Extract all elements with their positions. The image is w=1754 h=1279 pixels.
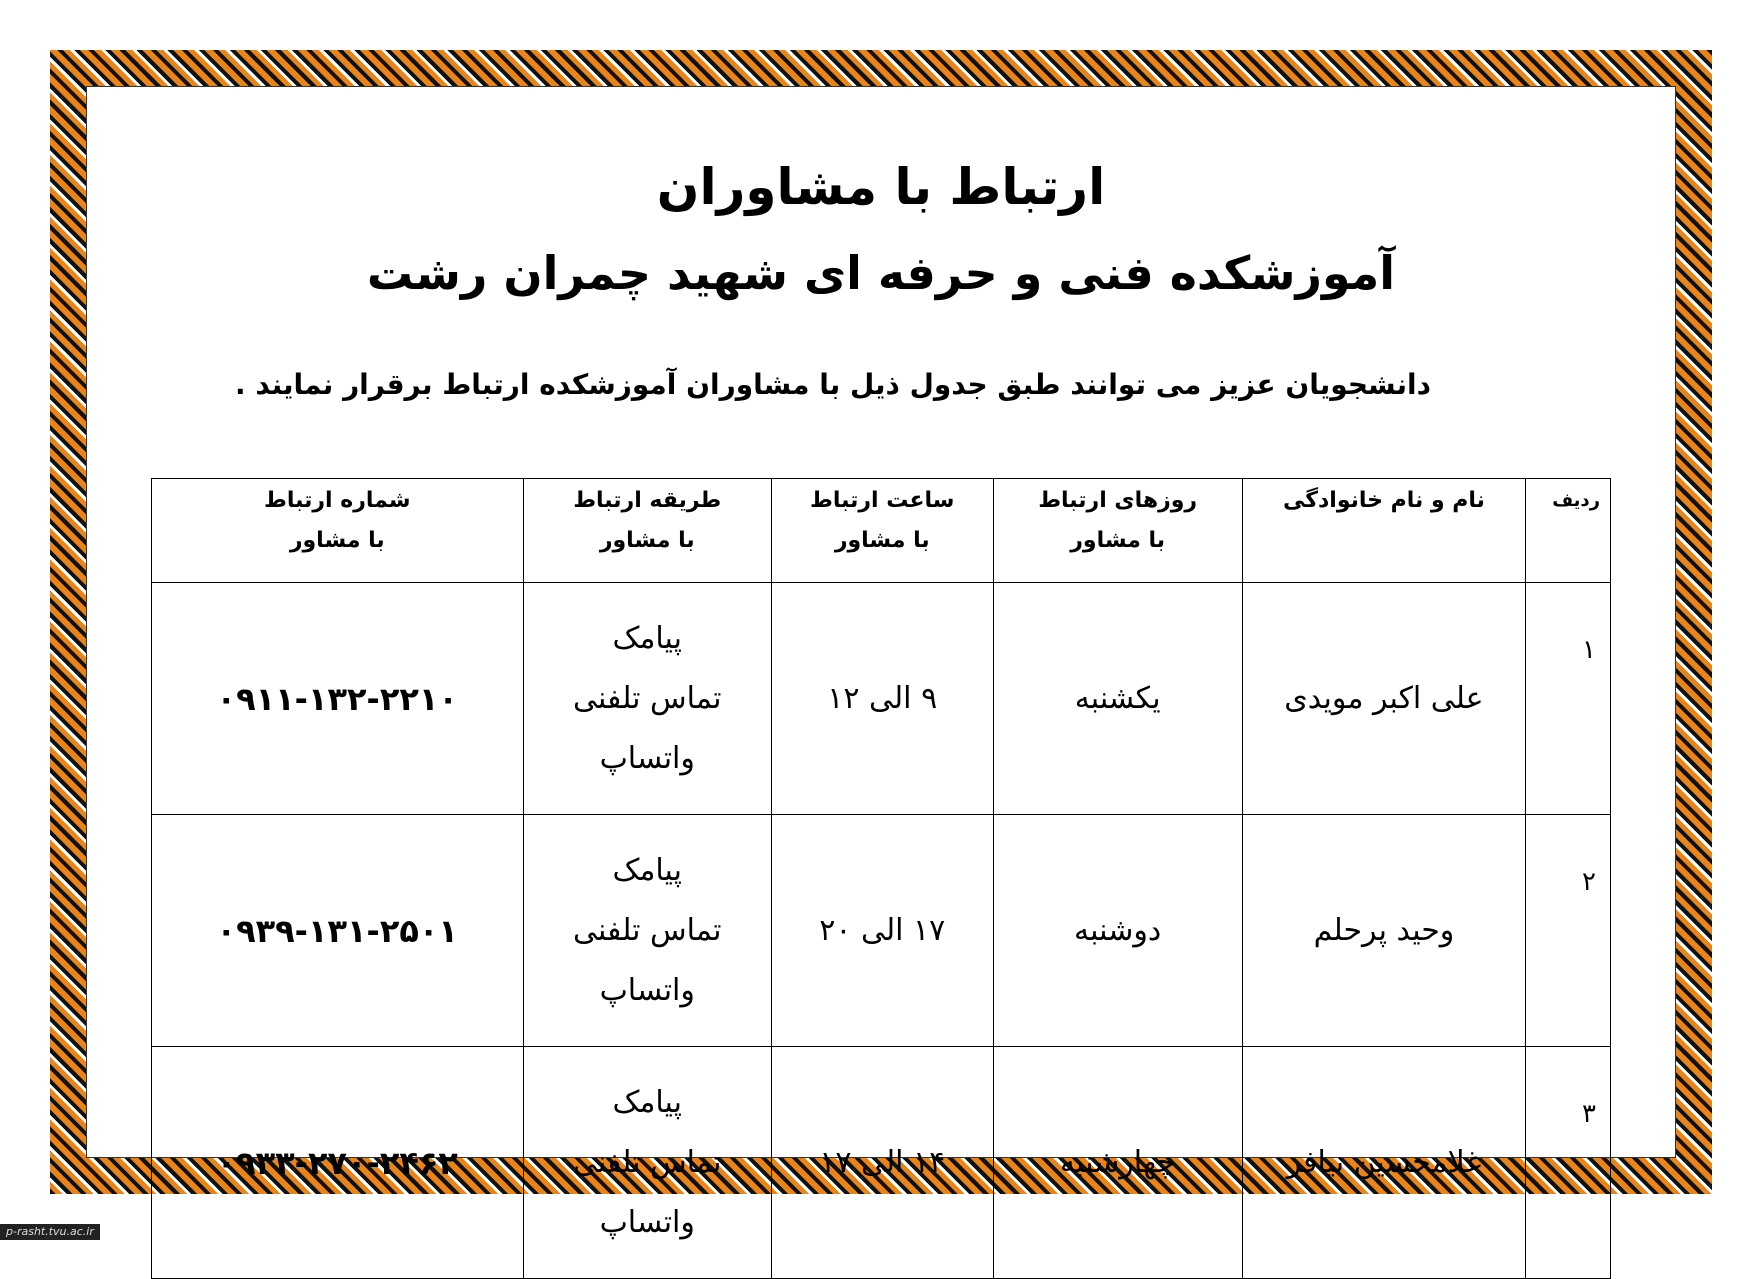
contact-hours: ۹ الی ۱۲ <box>771 583 993 815</box>
document-content <box>86 86 1676 1240</box>
header-days-line2: با مشاور <box>1070 528 1166 553</box>
header-name: نام و نام خانوادگی <box>1242 479 1525 583</box>
contact-day: دوشنبه <box>993 815 1242 1047</box>
header-phone-line1: شماره ارتباط <box>263 488 411 513</box>
header-hours <box>771 479 993 583</box>
header-hours-line1: ساعت ارتباط <box>810 488 955 513</box>
method-phone-call: تماس تلفنی <box>572 1144 722 1180</box>
contact-day: چهارشنبه <box>993 1047 1242 1279</box>
table-row <box>152 815 1611 1047</box>
advisor-name: وحید پرحلم <box>1242 815 1525 1047</box>
row-number: ۳ <box>1526 1047 1611 1279</box>
phone-number-cell <box>152 815 524 1047</box>
method-phone-call: تماس تلفنی <box>572 680 722 716</box>
contact-methods <box>523 583 771 815</box>
method-whatsapp: واتساپ <box>599 1204 695 1240</box>
header-days-line1: روزهای ارتباط <box>1038 488 1198 513</box>
site-watermark: p-rasht.tvu.ac.ir <box>0 1224 100 1240</box>
method-whatsapp: واتساپ <box>599 740 695 776</box>
contact-methods <box>523 815 771 1047</box>
phone-number: ۰۹۳۹-۱۳۱-۲۵۰۱ <box>216 911 458 950</box>
contact-day: یکشنبه <box>993 583 1242 815</box>
contact-hours: ۱۷ الی ۲۰ <box>771 815 993 1047</box>
phone-number-cell <box>152 1047 524 1279</box>
header-phone <box>152 479 524 583</box>
phone-number: ۰۹۳۳-۲۷۰-۲۴۶۲ <box>216 1143 458 1182</box>
contact-methods <box>523 1047 771 1279</box>
phone-number-cell <box>152 583 524 815</box>
header-method-line1: طریقه ارتباط <box>573 488 722 513</box>
advisor-name: غلامحسین نیافر <box>1242 1047 1525 1279</box>
advisor-name: علی اکبر مویدی <box>1242 583 1525 815</box>
header-method-line2: با مشاور <box>599 528 695 553</box>
header-method <box>523 479 771 583</box>
table-header-row <box>152 479 1611 583</box>
header-hours-line2: با مشاور <box>834 528 930 553</box>
method-sms: پیامک <box>612 620 682 656</box>
institution-name: آموزشکده فنی و حرفه ای شهید چمران رشت <box>366 246 1396 300</box>
table-row <box>152 583 1611 815</box>
row-number: ۲ <box>1526 815 1611 1047</box>
method-phone-call: تماس تلفنی <box>572 912 722 948</box>
header-row-number: ردیف <box>1526 479 1611 583</box>
intro-text: دانشجویان عزیز می توانند طبق جدول ذیل با مشاوران آموزشکده ارتباط برقرار نمایند . <box>235 368 1431 401</box>
header-days <box>993 479 1242 583</box>
row-number: ۱ <box>1526 583 1611 815</box>
method-sms: پیامک <box>612 1084 682 1120</box>
table-row <box>152 1047 1611 1279</box>
method-sms: پیامک <box>612 852 682 888</box>
advisors-table <box>151 478 1611 1279</box>
header-phone-line2: با مشاور <box>289 528 385 553</box>
phone-number: ۰۹۱۱-۱۳۲-۲۲۱۰ <box>216 679 458 718</box>
method-whatsapp: واتساپ <box>599 972 695 1008</box>
page-title: ارتباط با مشاوران <box>656 158 1106 216</box>
contact-hours: ۱۴ الی ۱۷ <box>771 1047 993 1279</box>
